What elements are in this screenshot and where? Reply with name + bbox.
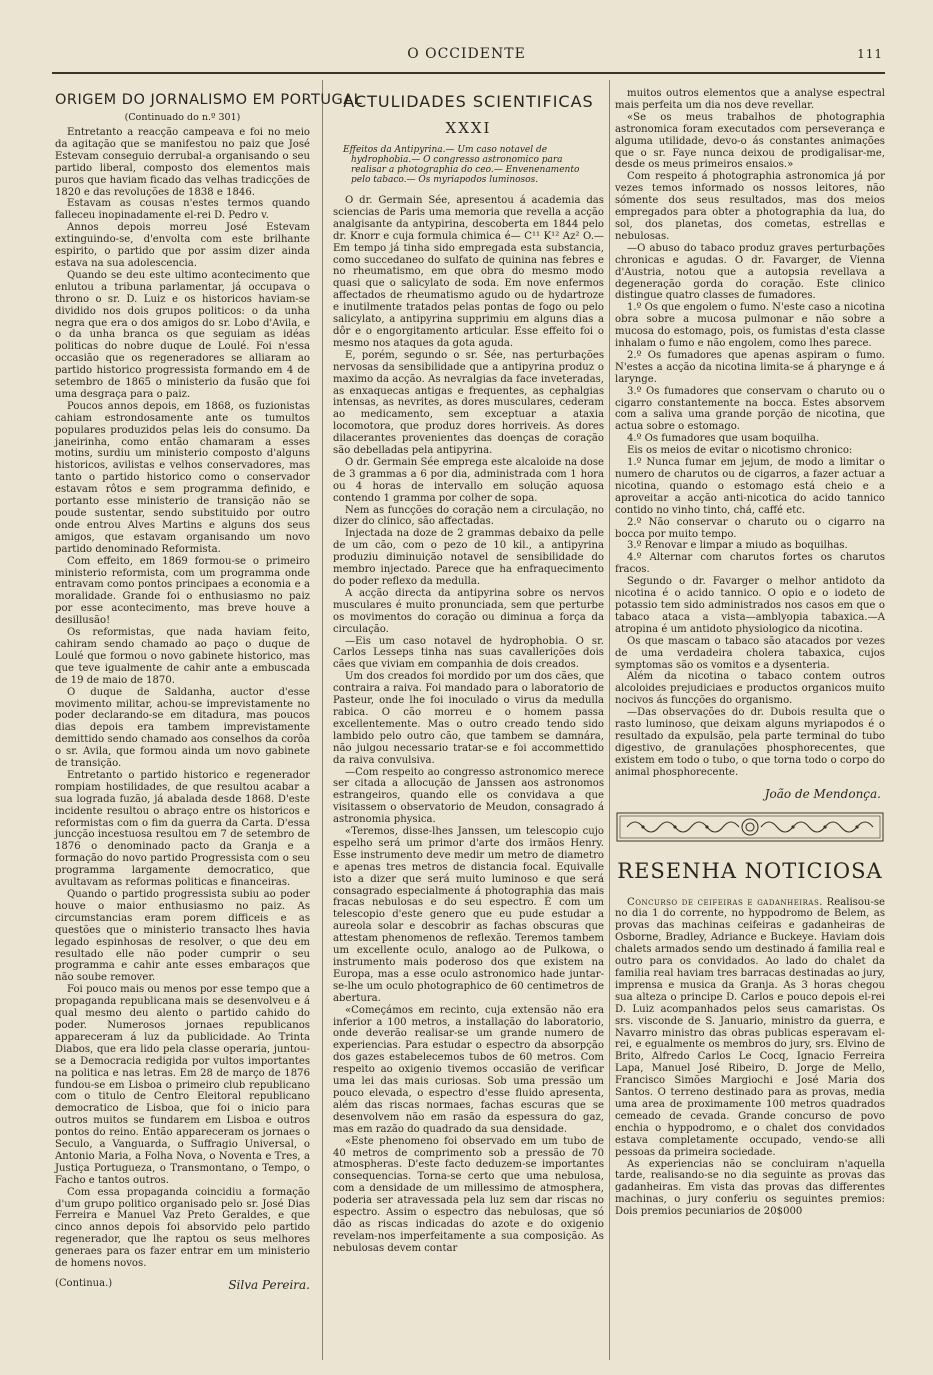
paragraph: Eis os meios de evitar o nicotismo chronico:	[627, 445, 853, 457]
paragraph: —O abuso do tabaco produz graves perturbações chronicas e agudas. O dr. Favarger, de Vienna d'Austria, notou que a autopsia revellava a degeneração gorda do coração. Este clinico distingue quatro classes de fumadores.	[615, 242, 885, 302]
header-rule	[52, 72, 885, 74]
paragraph: O dr. Germain Sée, apresentou á academia das sciencias de Paris uma memoria que revella a acção analgisante da antypirina, descoberta em 1844 pelo dr. Knorr e cuja formula chimica é— C¹¹ K¹² Az² O.—Em tempo já tinha sido empregada esta substancia, como succedaneo do sulfato de quinina nas febres e no rheumatismo, em que obra do mesmo modo quasi que o salicylato de soda. Em nove enfermos affectados de rheumatismo agudo ou de hydartroze e inutilmente tratados pelas pontas de fogo ou pelo salicylato, a antipyrina supprimiu em alguns dias a dôr e o engorgitamento articular. Esse effeito foi o mesmo nos ataques da gota aguda.	[333, 195, 604, 349]
article-subtitle: (Continuado do n.º 301)	[124, 112, 241, 123]
paragraph: Os reformistas, que nada haviam feito, cahiram sendo chamado ao paço o duque de Loulé que formou o novo gabinete historico, mas que teve igualmente de cahir ante a embuscada de 19 de maio de 1870.	[55, 627, 310, 686]
decorative-ornament	[615, 809, 885, 845]
paragraph: 3.º Renovar e limpar a miudo as boquilhas.	[627, 540, 848, 552]
paragraph: Segundo o dr. Favarger o melhor antidoto da nicotina é o acido tannico. O opio e o iodeto de potassio tem sido administrados nos casos em que o tabaco ataca a vista—amblyopia tabaxica.—A atropina é um antidoto physiologico da nicotina.	[615, 576, 885, 635]
paragraph: —Das observações do dr. Dubois resulta que o rasto luminoso, que deixam alguns myriapodos é o resultado da expulsão, pela parte terminal do tubo digestivo, de granulações phosphorecentes, que existem em todo o tubo, o que torna todo o corpo do animal phosphorecente.	[615, 707, 885, 778]
running-head	[0, 46, 933, 66]
column-origem-do-jornalismo	[55, 88, 363, 1356]
paragraph: Nem as funcções do coração nem a circulação, no dizer do clinico, são affectadas.	[333, 504, 604, 528]
column-continuation	[615, 88, 885, 1356]
continua-note: (Continua.)	[55, 1278, 113, 1289]
paragraph: 2.º Não conservar o charuto ou o cigarro na bocca por muito tempo.	[615, 516, 885, 540]
resenha-paragraph: As experiencias não se concluiram n'aquella tarde, realisando-se no dia seguinte as provas das gadanheiras. Em vista das provas das differentes machinas, o jury conferiu os seguintes premios: Dois premios pecuniarios de 20$000	[615, 1158, 885, 1218]
paragraph: «Este phenomeno foi observado em um tubo de 40 metros de comprimento sob a pressão de 70 atmospheras. D'este facto deduzem-se importantes consequencias. Torna-se certo que uma nebulosa, com a densidade de um millessimo de atmosphera, poderia ser atravessada pela luz sem dar riscas no espectro. Assim o espectro das nebulosas, que só dão as riscas indicadas do azote e do oxigenio revelam-nos imperfeitamente a sua composição. As nebulosas devem contar	[333, 1135, 604, 1254]
paragraph: A acção directa da antipyrina sobre os nervos musculares é muito pronunciada, sem que perturbe os movimentos do coração ou diminua a força da circulação.	[333, 587, 604, 635]
paragraph: Quando o partido progressista subiu ao poder houve o maior enthusiasmo no paiz. As circumstancias eram porem difficeis e as questões que o ministerio transacto lhes havia legado espinhosas de resolver, o que deu em resultado elle não poder cumprir o seu programma e cahir ante esses embaraços que não soube remover.	[55, 889, 310, 984]
paragraph: 2.º Os fumadores que apenas aspiram o fumo. N'estes a acção da nicotina limita-se á pharynge e á larynge.	[615, 349, 885, 385]
paragraph: «Se os meus trabalhos de photographia astronomica foram executados com perseverança e alguma utilidade, devo-o ás constantes animações que o sr. Faye nunca deixou de prodigalisar-me, desde os meus primeiros ensaios.»	[615, 111, 885, 171]
section-title-resenha: RESENHA NOTICIOSA	[617, 858, 883, 883]
column-divider-left	[322, 80, 323, 1360]
paragraph: Um dos creados foi mordido por um dos cães, que contraira a raiva. Foi mandado para o laboratorio de Pasteur, onde lhe foi inoculado o virus da medulla rabica. O cão morreu e o homem passa excellentemente. Mas o outro creado tendo sido lambido pelo outro cão, que tambem se damnára, não julgou necessario tratar-se e foi accommettido da raiva convulsiva.	[333, 671, 604, 766]
paragraph: muitos outros elementos que a analyse espectral mais perfeita um dia nos deve revellar.	[615, 88, 885, 111]
paragraph: O duque de Saldanha, auctor d'esse movimento militar, achou-se imprevistamente no poder declarando-se em ditadura, mas poucos dias depois era tambem imprevistamente demittido sendo chamado aos conselhos da corôa o sr. Avila, que formou ainda um novo gabinete de transição.	[55, 686, 310, 770]
article-summary: Effeitos da Antipyrina.— Um caso notavel de hydrophobia.— O congresso astronomico para realisar a photographia do ceo.— Envenenamento pelo tabaco.— Os myriapodos luminosos.	[343, 145, 580, 185]
column-actualidades	[333, 88, 604, 1356]
paragraph: 1.º Nunca fumar em jejum, de modo a limitar o numero de charutos ou de cigarros, a fazer actuar a nicotina, quando o estomago está cheio e a aproveitar a acção anti-nicotica do acido tannico contido no vinho tinto, chá, caffé etc.	[615, 457, 885, 516]
paragraph: 4.º Alternar com charutos fortes os charutos fracos.	[615, 552, 885, 576]
paragraph: Poucos annos depois, em 1868, os fuzionistas cahiam estrondosamente ante os tumultos populares produzidos pelas leis do consumo. Da janeirinha, como então chamaram a esses motins, surdiu um ministerio composto d'alguns historicos, avilistas e velhos conservadores, mas tanto o partido historico como o conservador estavam rôtos e sem programma definido, e portanto esse ministerio de transição não se poude sustentar, sendo substituido por outro onde entrou Alves Martins e alguns dos seus amigos, que estavam organisando um novo partido denominado Reformista.	[55, 400, 310, 555]
paragraph: 1.º Os que engolem o fumo. N'este caso a nicotina obra sobre a mucosa pulmonar e não sobre a mucosa do estomago, pois, os fumistas d'esta classe inhalam o fumo e não engolem, como lhes parece.	[615, 302, 885, 350]
paragraph: Injectada na doze de 2 grammas debaixo da pelle de um cão, com o pezo de 10 kil., a antipyrina produziu diminuição notavel de sensibilidade do membro injectado. Parece que ha enfraquecimento do poder reflexo da medulla.	[333, 528, 604, 587]
article-number: XXXI	[445, 119, 492, 137]
paragraph: «Começámos em recinto, cuja extensão não era inferior a 100 metros, a installação do laboratorio, onde deverão realisar-se um grande numero de experiencias. Para estudar o espectro da absorpção dos gazes estabelecemos tubos de 60 metros. Com respeito ao oxigenio tivemos occasião de verificar uma lei das mais curiosas. Sob uma pressão um pouco elevada, o espectro d'esse fluido apresenta, além das riscas normaes, fachas escuras que se desenvolvem não em rasão da espessura do gaz, mas em razão do quadrado da sua densidade.	[333, 1004, 604, 1135]
author-signature: Silva Pereira.	[228, 1278, 310, 1292]
newspaper-title: O OCCIDENTE	[407, 46, 526, 62]
resenha-lead: Concurso de ceifeiras e gadanheiras.	[627, 896, 823, 908]
article-body	[55, 127, 310, 1270]
paragraph: «Teremos, disse-lhes Janssen, um telescopio cujo espelho será um primor d'arte dos irmãos Henry. Esse instrumento deve medir um metro de diametro e apenas tres metros de distancia focal. Equivalle isto a dizer que será muito luminoso e que será consagrado especialmente á photographia das mais fracas nebulosas e do seu espectro. É com um telescopio d'este genero que eu pude estudar a aureola solar e descobrir as fachas obscuras que attestam phenomenos de reflexão. Teremos tambem um excellente oculo, analogo ao de Pulkowa, o instrumento mais poderoso dos que existem na Europa, mas a esse oculo astronomico hade juntar-se-lhe um oculo photographico de 60 centimetros de abertura.	[333, 826, 604, 1004]
paragraph: 4.º Os fumadores que usam boquilha.	[627, 433, 820, 445]
paragraph: Entretanto o partido historico e regenerador rompiam hostilidades, de que resultou acabar a sua lograda fuzão, já abalada desde 1868. D'este incidente resultou o abraço entre os historicos e reformistas com o fim da guerra da Carta. D'essa juncção incestuosa resultou em 7 de setembro de 1876 o denominado pacto da Granja e a formação do novo partido Progressista com o seu programma largamente democratico, que avultavam as reformas politicas e financeiras.	[55, 769, 310, 889]
paragraph: Foi pouco mais ou menos por esse tempo que a propaganda republicana mais se desenvolveu e á qual mesmo deu alento o partido cahido do poder. Numerosos jornaes republicanos appareceram á luz da publicidade. Ao Trinta Diabos, que era lido pela classe operaria, juntou-se a Democracia redigida por vultos importantes na politica e nas letras. Em 28 de março de 1876 fundou-se em Lisboa o primeiro club republicano com o titulo de Centro Eleitoral republicano democratico de Lisboa, que foi o inicio para outros muitos se fundarem em Lisboa e outros pontos do reino. Então appareceram os jornaes o Seculo, a Vanguarda, o Suffragio Universal, o Antonio Maria, a Folha Nova, o Noventa e Tres, a Justiça Portugueza, o Transmontano, o Tempo, o Facho e tantos outros.	[55, 984, 310, 1186]
paragraph: E, porém, segundo o sr. Sée, nas perturbações nervosas da sensibilidade que a antipyrina produz o maximo da acção. As nevralgias da face inveteradas, as enxaquecas antigas e frequentes, as cephalgias intensas, as nevrites, as dores musculares, cederam ao medicamento, sem exceptuar a ataxia locomotora, que produz dores horriveis. As dores dilacerantes provenientes das doenças de coração são debelladas pela antipyrina.	[333, 349, 604, 457]
paragraph: Estavam as cousas n'estes termos quando falleceu inopinadamente el-rei D. Pedro v.	[55, 198, 310, 222]
author-signature: João de Mendonça.	[764, 786, 881, 801]
paragraph: —Eis um caso notavel de hydrophobia. O sr. Carlos Lesseps tinha nas suas cavallerições dois cães que viviam em companhia de dois creados.	[333, 635, 604, 671]
article-footer	[55, 1278, 310, 1292]
paragraph: —Com respeito ao congresso astronomico merece ser citada a allocução de Janssen aos astronomos estrangeiros, quando elle os convidava a que visitassem o observatorio de Meudon, consagrado á astronomia physica.	[333, 766, 604, 826]
resenha-paragraph	[615, 897, 885, 1159]
resenha-text: Realisou-se no dia 1 do corrente, no hyppodromo de Belem, as provas das machinas ceifeiras e gadanheiras de Osborne, Bradley, Adriance e Buckeye. Haviam dois chalets armados sendo um destinado á familia real e outro para os convidados. Ao lado do chalet da familia real haviam tres barracas destinadas ao jury, imprensa e musica da Granja. As 3 horas chegou sua alteza o principe D. Carlos e pouco depois el-rei D. Luiz acompanhados pelos seus camaristas. Os srs. visconde de S. Januario, ministro da guerra, e Navarro ministro das obras publicas esperavam el-rei, e egualmente os membros do jury, srs. Elvino de Brito, Alfredo Carlos Le Cocq, Ignacio Ferreira Lapa, Manuel José Ribeiro, D. Jorge de Mello, Francisco Simões Margiochi e José Maria dos Santos. O terreno destinado para as provas, media uma area de proximamente 100 metros quadrados cemeado de cevada. Grande concurso de povo enchia o hyppodromo, e o chalet dos convidados estava completamente occupado, vendo-se alli pessoas da primeira sociedade.	[615, 896, 885, 1158]
paragraph: O dr. Germain Sée emprega este alcaloide na dose de 3 grammas a 6 por dia, administrada com 1 hora ou 4 horas de intervallo em solução aquosa contendo 1 gramma por colher de sopa.	[333, 456, 604, 504]
ornament-icon	[615, 809, 885, 845]
paragraph: Entretanto a reacção campeava e foi no meio da agitação que se manifestou no paiz que José Estevam conseguio derrubal-a organisando o seu partido liberal, composto dos elementos mais puros que haviam ficado das velhas tradicções de 1820 e das revoluções de 1838 e 1846.	[55, 127, 310, 198]
paragraph: Com respeito á photographia astronomica já por vezes temos informado os nossos leitores, não sómente dos seus resultados, mas dos meios empregados para obter a photographia da lua, do sol, dos planetas, dos cometas, estrellas e nebulosas.	[615, 171, 885, 242]
paragraph: Com essa propaganda coincidiu a formação d'um grupo politico organisado pelo sr. José Dias Ferreira e Manuel Vaz Preto Geraldes, e que cinco annos depois foi absorvido pelo partido regenerador, que lhe raptou os seus melhores generaes para os fazer entrar em um ministerio de homens novos.	[55, 1186, 310, 1270]
article-title: ACTULIDADES SCIENTIFICAS	[343, 92, 594, 111]
article-body	[333, 195, 604, 1255]
paragraph: Os que mascam o tabaco são atacados por vezes de uma verdadeira cholera tabaxica, cujos symptomas são os vomitos e a dysenteria.	[615, 635, 885, 671]
page-number: 111	[857, 47, 883, 61]
paragraph: Quando se deu este ultimo acontecimento que enlutou a tribuna parlamentar, já occupava o throno o sr. D. Luiz e os historicos haviam-se dividido nos dois grupos politicos: o da unha negra que era o dos amigos do sr. Lobo d'Avila, e o da unha branca os que seguiam as idéas politicas do nobre duque de Loulé. Foi n'essa occasião que os regeneradores se alliaram ao partido historico progressista formando em 4 de setembro de 1865 o ministerio da fusão que foi uma desgraça para o paiz.	[55, 269, 310, 400]
article-title: ORIGEM DO JORNALISMO EM PORTUGAL	[55, 92, 363, 108]
paragraph: Annos depois morreu José Estevam extinguindo-se, d'envolta com este brilhante espirito, o partido que por assim dizer ainda estava na sua adolescencia.	[55, 222, 310, 269]
paragraph: Além da nicotina o tabaco contem outros alcoloides prejudiciaes e productos organicos muito nocivos ás funcções do organismo.	[615, 671, 885, 707]
column-divider-right	[609, 80, 610, 1360]
article-body-continued	[615, 88, 885, 779]
paragraph: Com effeito, em 1869 formou-se o primeiro ministerio reformista, com um programma onde entravam como pontos principaes a economia e a moralidade. Grande foi o enthusiasmo no paiz por esse acontecimento, mas breve houve a desillusão!	[55, 555, 310, 627]
paragraph: 3.º Os fumadores que conservam o charuto ou o cigarro constantemente na bocca. Estes absorvem com a saliva uma grande porção de nicotina, que actua sobre o estomago.	[615, 385, 885, 433]
